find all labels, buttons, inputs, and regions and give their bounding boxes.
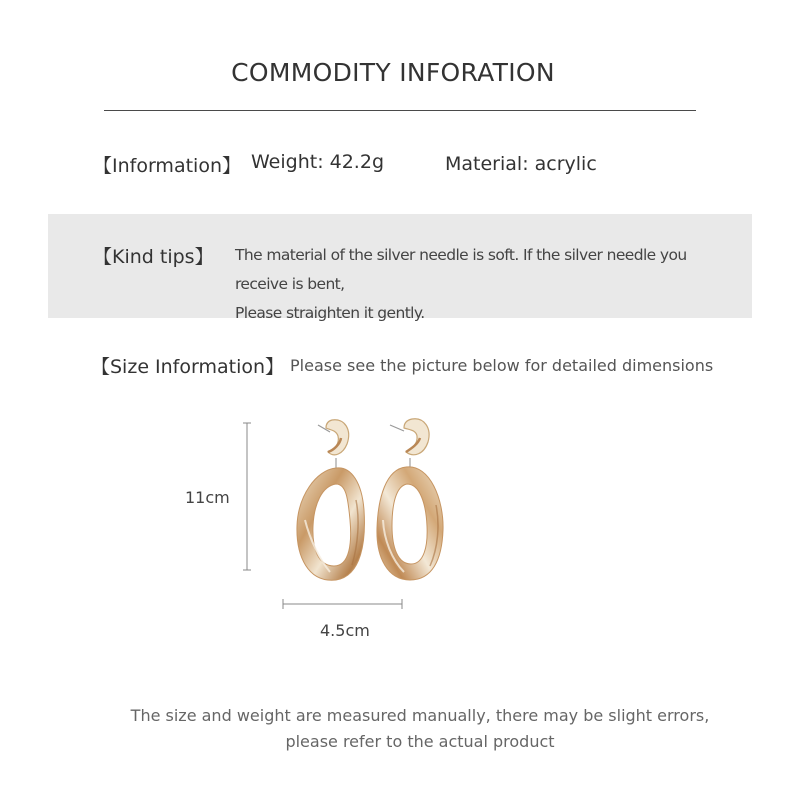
height-label: 11cm [185, 488, 230, 507]
earring-icon [377, 419, 443, 580]
disclaimer-line-2: please refer to the actual product [285, 732, 555, 751]
information-label: 【Information】 [93, 155, 241, 177]
page-title: COMMODITY INFORATION [231, 58, 555, 87]
earring-icon [297, 420, 365, 580]
size-information-description: Please see the picture below for detailed dimensions [290, 356, 714, 375]
kind-tips-line-1: The material of the silver needle is soft. If the silver needle you receive is bent, [235, 246, 687, 293]
measurement-disclaimer [0, 703, 800, 755]
weight-value: Weight: 42.2g [251, 151, 384, 173]
width-label: 4.5cm [320, 621, 370, 640]
kind-tips-line-2: Please straighten it gently. [235, 304, 425, 322]
width-dimension-line [283, 599, 402, 609]
disclaimer-line-1: The size and weight are measured manually, there may be slight errors, [130, 706, 710, 725]
material-value: Material: acrylic [445, 153, 597, 175]
height-dimension-line [243, 423, 251, 570]
kind-tips-label: 【Kind tips】 [93, 246, 214, 268]
size-information-label: 【Size Information】 [91, 356, 285, 378]
